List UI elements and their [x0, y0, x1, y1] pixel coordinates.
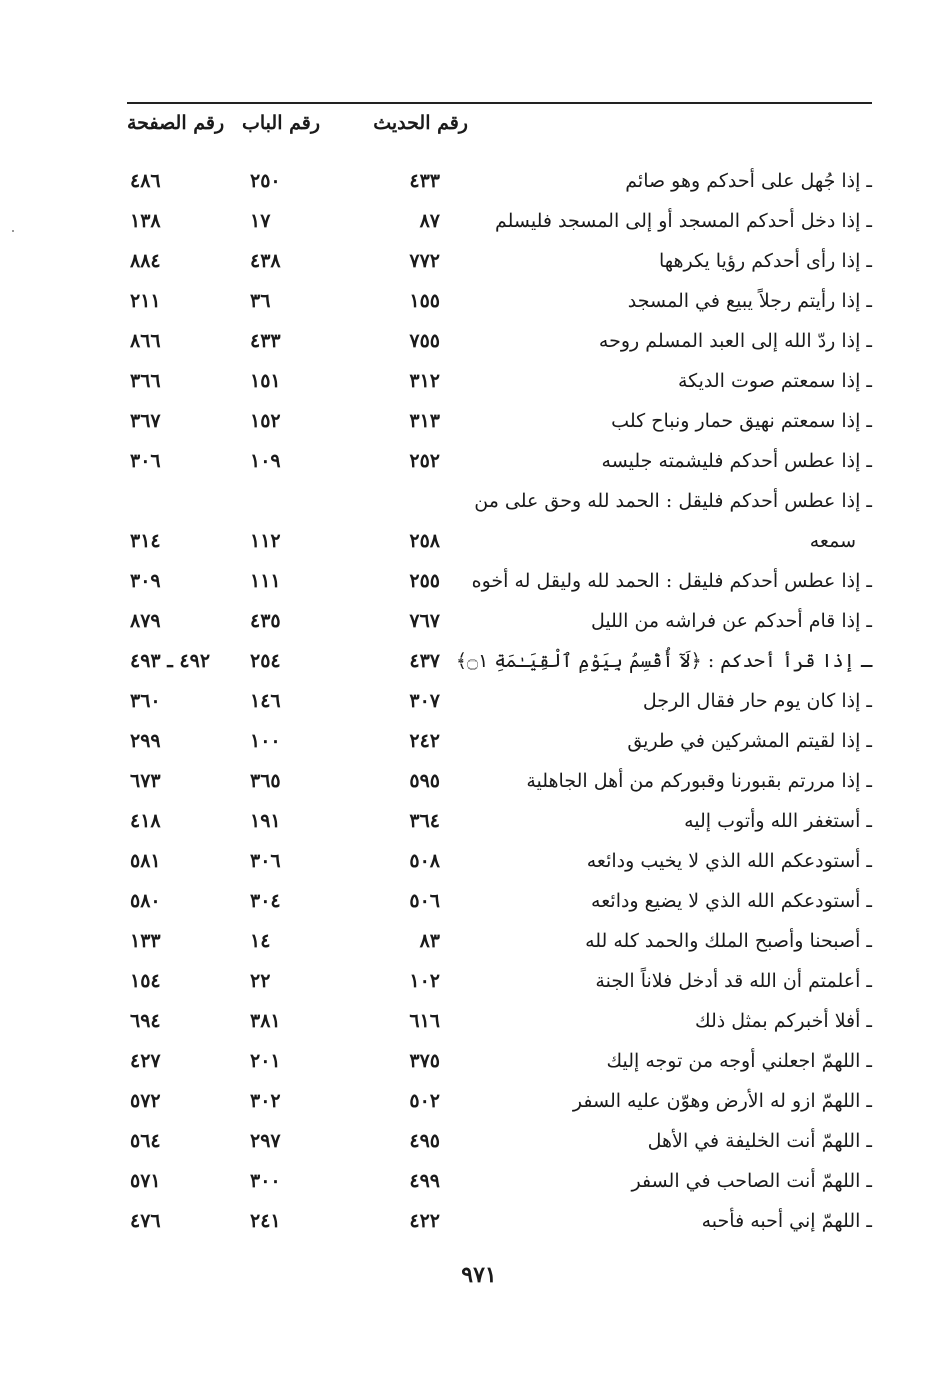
page-number: ٦٧٣	[130, 770, 161, 792]
page-number: ٥٦٤	[130, 1130, 161, 1152]
entry-text: ـ إذا عطس أحدكم فليقل : الحمد لله وحق على من	[474, 490, 872, 512]
chapter-number: ٢٠١	[250, 1050, 281, 1072]
entry-text: ـ إذا ردّ الله إلى العبد المسلم روحه	[598, 330, 872, 352]
entry-text: ـ إذا عطس أحدكم فليقل : الحمد لله وليقل له أخوه	[471, 570, 872, 592]
index-row	[127, 204, 872, 242]
page-number: ٤٧٦	[130, 1210, 161, 1232]
hadith-number: ٨٣	[419, 930, 440, 952]
index-row	[127, 564, 872, 602]
chapter-number: ٤٣٨	[250, 250, 281, 272]
page-number: ٨٧٩	[130, 610, 161, 632]
entry-text-continuation: سمعه	[809, 530, 856, 552]
page-number: ٨٨٤	[130, 250, 161, 272]
entry-text: ـ اللهمّ إني أحبه فأحبه	[701, 1210, 872, 1232]
chapter-number: ٣٠٤	[250, 890, 281, 912]
entry-text: ـ إذا رأيتم رجلاً يبيع في المسجد	[627, 290, 872, 312]
hadith-number: ٣١٢	[409, 370, 440, 392]
page-number: ٢٩٩	[130, 730, 161, 752]
chapter-number: ٣٠٠	[250, 1170, 281, 1192]
chapter-number: ١٥٢	[250, 410, 281, 432]
chapter-number: ٣٦	[250, 290, 271, 312]
index-row	[127, 444, 872, 482]
page-number: ٢١١	[130, 290, 161, 312]
page-number: ٣١٤	[130, 530, 161, 552]
page-number: ٥٨١	[130, 850, 161, 872]
entry-text: ـ إذا جُهل على أحدكم وهو صائم	[625, 170, 872, 192]
hadith-number: ٢٤٢	[409, 730, 440, 752]
index-row	[127, 764, 872, 802]
chapter-number: ٢٤١	[250, 1210, 281, 1232]
chapter-number: ١٤	[250, 930, 271, 952]
hadith-number: ٢٥٢	[409, 450, 440, 472]
entry-text: ـ اللهمّ ازو له الأرض وهوّن عليه السفر	[572, 1090, 872, 1112]
hadith-number: ٥٠٨	[409, 850, 440, 872]
entry-text: ـ إذا عطس أحدكم فليشمته جليسه	[601, 450, 872, 472]
entry-text: ـ إذا لقيتم المشركين في طريق	[627, 730, 872, 752]
entry-text: ـ إذا دخل أحدكم المسجد أو إلى المسجد فليسلم	[494, 210, 872, 232]
top-rule	[127, 102, 872, 104]
index-row	[127, 924, 872, 962]
hadith-number: ٤٣٣	[409, 170, 440, 192]
index-row	[127, 284, 872, 322]
entry-text: ـ أفلا أخبركم بمثل ذلك	[694, 1010, 872, 1032]
page-number: ٤١٨	[130, 810, 161, 832]
hadith-number: ٧٧٢	[409, 250, 440, 272]
entry-text: ـ أستودعكم الله الذي لا يضيع ودائعه	[591, 890, 872, 912]
chapter-number: ٤٣٣	[250, 330, 281, 352]
page-number: ٣٦٠	[130, 690, 161, 712]
index-row	[127, 1084, 872, 1122]
column-header	[127, 108, 872, 144]
hadith-number: ٢٥٨	[409, 530, 440, 552]
entry-text: ـ أصبحنا وأصبح الملك والحمد كله لله	[585, 930, 872, 952]
chapter-number: ٢٥٠	[250, 170, 281, 192]
entry-text: ـ إذا مررتم بقبورنا وقبوركم من أهل الجاهلية	[526, 770, 872, 792]
hadith-number: ٧٥٥	[409, 330, 440, 352]
entry-text: ـ إذا رأى أحدكم رؤيا يكرهها	[658, 250, 872, 272]
index-row	[127, 404, 872, 442]
hadith-number: ٥٠٦	[409, 890, 440, 912]
folio-number: ٩٧١	[461, 1262, 497, 1288]
index-row	[127, 164, 872, 202]
index-row	[127, 844, 872, 882]
hadith-number: ٣٠٧	[409, 690, 440, 712]
hadith-number: ٤٣٧	[409, 650, 440, 672]
chapter-number: ١٤٦	[250, 690, 281, 712]
hadith-number: ٤٩٩	[409, 1170, 440, 1192]
chapter-number: ٣٨١	[250, 1010, 281, 1032]
page-number: ٤٢٧	[130, 1050, 161, 1072]
page-number: ٤٨٦	[130, 170, 161, 192]
entry-text: ـ اللهمّ أنت الصاحب في السفر	[631, 1170, 872, 1192]
hadith-number: ٤٩٥	[409, 1130, 440, 1152]
entry-text: ـ إذا سمعتم صوت الديكة	[677, 370, 872, 392]
hadith-number: ٢٥٥	[409, 570, 440, 592]
hadith-number: ٣٧٥	[409, 1050, 440, 1072]
page-number: ١٣٨	[130, 210, 161, 232]
margin-mark	[12, 230, 14, 232]
index-row	[127, 1204, 872, 1242]
entry-text: ـ إذا كان يوم حار فقال الرجل	[642, 690, 872, 712]
page-number: ١٣٣	[130, 930, 161, 952]
chapter-number: ١٩١	[250, 810, 281, 832]
header-hadith-number: رقم الحديث	[373, 112, 468, 134]
header-page-number: رقم الصفحة	[127, 112, 225, 134]
chapter-number: ٣٠٦	[250, 850, 281, 872]
hadith-number: ٥٩٥	[409, 770, 440, 792]
hadith-number: ٤٢٢	[409, 1210, 440, 1232]
header-chapter-number: رقم الباب	[242, 112, 320, 134]
index-row	[127, 964, 872, 1002]
hadith-number: ٧٦٧	[409, 610, 440, 632]
hadith-number: ٣٦٤	[409, 810, 440, 832]
index-row	[127, 1124, 872, 1162]
hadith-number: ١٠٢	[409, 970, 440, 992]
index-row	[127, 644, 872, 682]
chapter-number: ١٧	[250, 210, 271, 232]
chapter-number: ٣٦٥	[250, 770, 281, 792]
chapter-number: ١١٢	[250, 530, 281, 552]
chapter-number: ١٠٠	[250, 730, 281, 752]
chapter-number: ١٠٩	[250, 450, 281, 472]
hadith-number: ٨٧	[419, 210, 440, 232]
index-row	[127, 244, 872, 282]
hadith-number: ١٥٥	[409, 290, 440, 312]
chapter-number: ٢٥٤	[250, 650, 281, 672]
chapter-number: ٤٣٥	[250, 610, 281, 632]
chapter-number: ٣٠٢	[250, 1090, 281, 1112]
chapter-number: ١٥١	[250, 370, 281, 392]
index-row	[127, 324, 872, 362]
entry-text: ـ أستغفر الله وأتوب إليه	[684, 810, 872, 832]
entry-text: ـ أعلمتم أن الله قد أدخل فلاناً الجنة	[595, 970, 872, 992]
index-row	[127, 1164, 872, 1202]
index-row	[127, 1004, 872, 1042]
hadith-number: ٥٠٢	[409, 1090, 440, 1112]
page-number: ٥٨٠	[130, 890, 161, 912]
index-row	[127, 884, 872, 922]
entry-text: ـ إذا قرأ أحدكم : ﴿لَآ أُقْسِمُ بِيَوْمِ ٱلْقِيَـٰمَةِ ۝١﴾	[455, 650, 872, 672]
entry-text: ـ أستودعكم الله الذي لا يخيب ودائعه	[586, 850, 872, 872]
entry-text: ـ إذا قام أحدكم عن فراشه من الليل	[590, 610, 872, 632]
page-number: ٣٦٦	[130, 370, 161, 392]
index-row	[127, 1044, 872, 1082]
index-row-continuation	[127, 530, 872, 568]
page-number: ٥٧١	[130, 1170, 161, 1192]
page-number: ٣٠٦	[130, 450, 161, 472]
entry-text: ـ إذا سمعتم نهيق حمار ونباح كلب	[611, 410, 872, 432]
index-row	[127, 364, 872, 402]
index-row	[127, 804, 872, 842]
chapter-number: ٢٢	[250, 970, 271, 992]
index-row	[127, 604, 872, 642]
page-number: ٣٠٩	[130, 570, 161, 592]
chapter-number: ٢٩٧	[250, 1130, 281, 1152]
hadith-number: ٦١٦	[409, 1010, 440, 1032]
page-number: ٦٩٤	[130, 1010, 161, 1032]
page-number: ٤٩٢ ـ ٤٩٣	[130, 650, 211, 672]
entry-text: ـ اللهمّ اجعلني أوجه من توجه إليك	[606, 1050, 872, 1072]
hadith-number: ٣١٣	[409, 410, 440, 432]
page-number: ١٥٤	[130, 970, 161, 992]
page-number: ٣٦٧	[130, 410, 161, 432]
page-number: ٥٧٢	[130, 1090, 161, 1112]
chapter-number: ١١١	[250, 570, 281, 592]
index-row-wrapped-first-line	[127, 484, 872, 522]
index-row	[127, 684, 872, 722]
index-row	[127, 724, 872, 762]
entry-text: ـ اللهمّ أنت الخليفة في الأهل	[647, 1130, 872, 1152]
page-number: ٨٦٦	[130, 330, 161, 352]
